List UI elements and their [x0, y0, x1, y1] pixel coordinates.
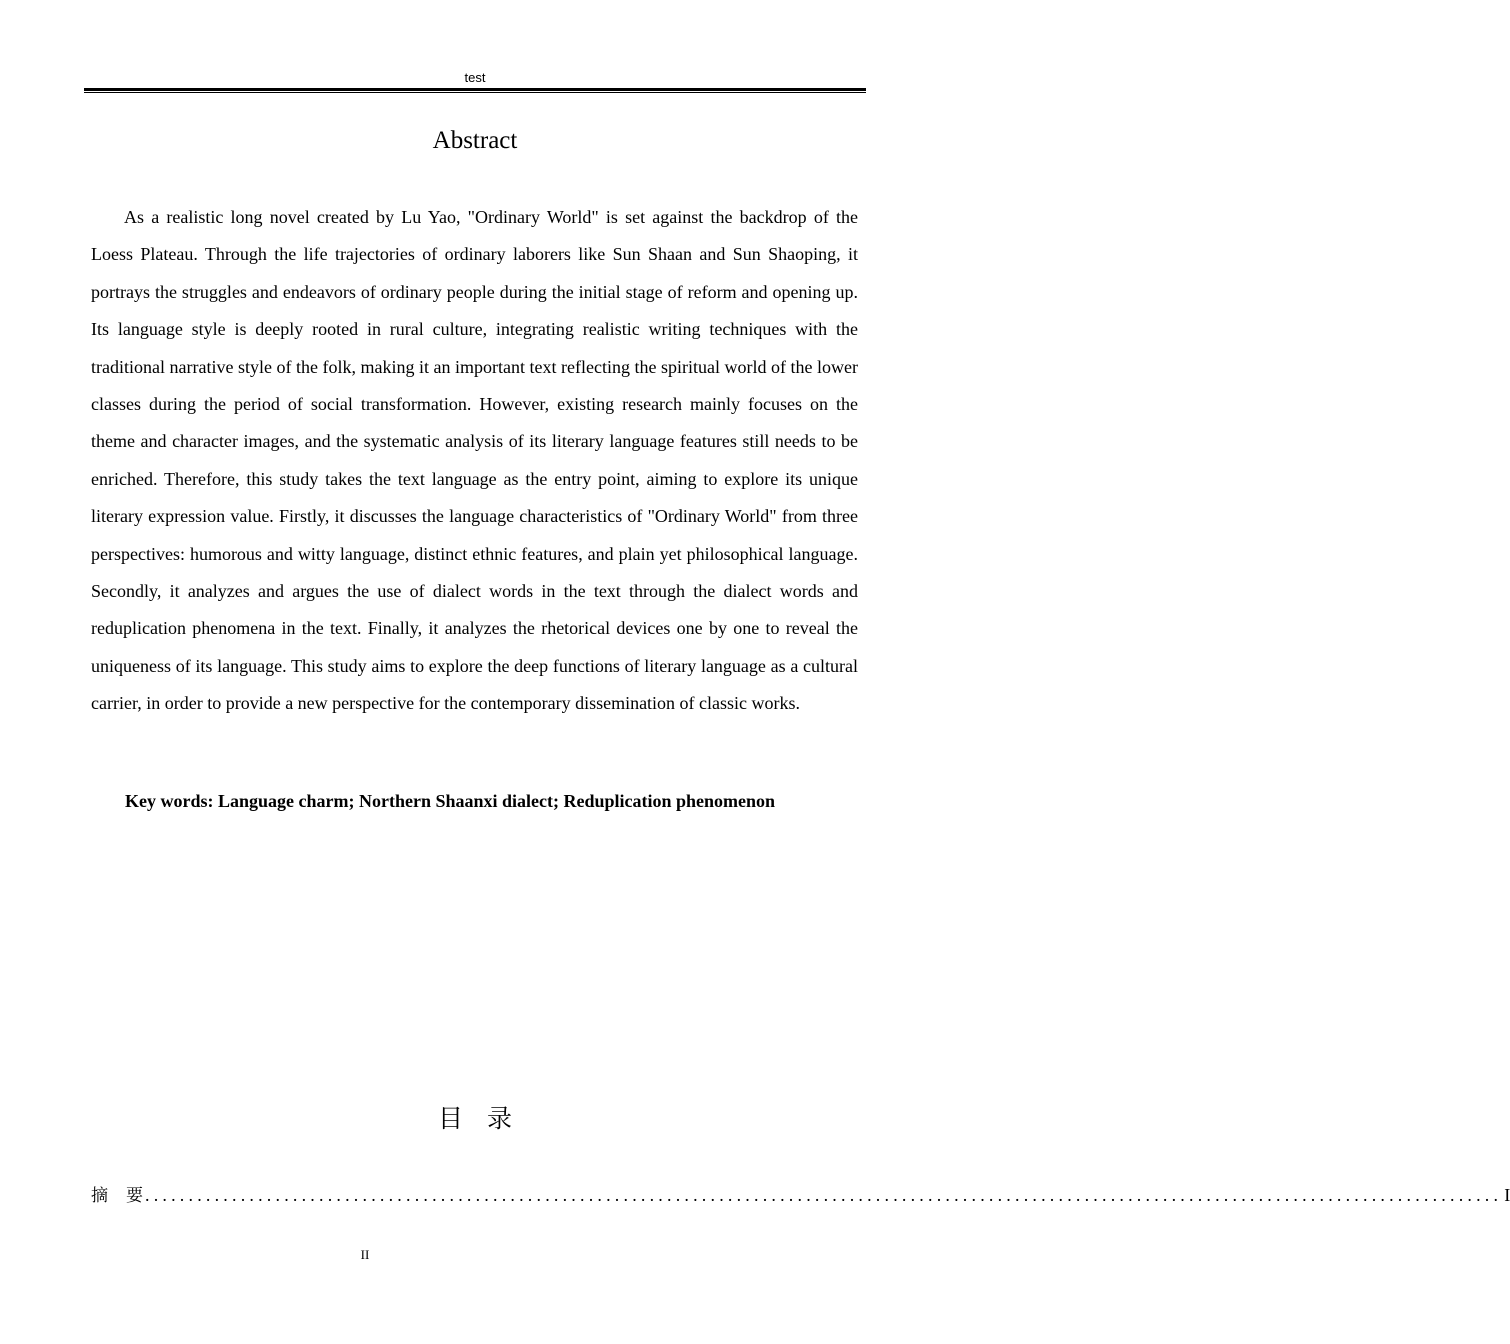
page-number: II	[360, 1247, 370, 1262]
toc-leader-dots: ............................................................................................................................................................	[145, 1185, 1503, 1205]
keywords-line: Key words: Language charm; Northern Shaanxi dialect; Reduplication phenomenon	[125, 791, 776, 811]
abstract-title: Abstract	[432, 127, 518, 154]
toc-entry-abstract[interactable]	[91, 1182, 1510, 1208]
toc-entry-page: I	[1504, 1185, 1510, 1205]
toc-title: 目录	[437, 1104, 536, 1133]
header-double-rule	[84, 88, 866, 93]
toc-entry-label: 摘要	[91, 1186, 161, 1206]
abstract-body: As a realistic long novel created by Lu Yao, "Ordinary World" is set against the backdrop of the Loess Plateau. Through the life trajectories of ordinary laborers like Sun Shaan and Sun Shaoping, it portrays the struggles and endeavors of ordinary people during the initial stage of reform and opening up. Its language style is deeply rooted in rural culture, integrating realistic writing techniques with the traditional narrative style of the folk, making it an important text reflecting the spiritual world of the lower classes during the period of social transformation. However, existing research mainly focuses on the theme and character images, and the systematic analysis of its literary language features still needs to be enriched. Therefore, this study takes the text language as the entry point, aiming to explore its unique literary expression value. Firstly, it discusses the language characteristics of "Ordinary World" from three perspectives: humorous and witty language, distinct ethnic features, and plain yet philosophical language. Secondly, it analyzes and argues the use of dialect words in the text through the dialect words and reduplication phenomena in the text. Finally, it analyzes the rhetorical devices one by one to reveal the uniqueness of its language. This study aims to explore the deep functions of literary language as a cultural carrier, in order to provide a new perspective for the contemporary dissemination of classic works.	[91, 207, 858, 714]
page-header-text: test	[464, 70, 486, 85]
